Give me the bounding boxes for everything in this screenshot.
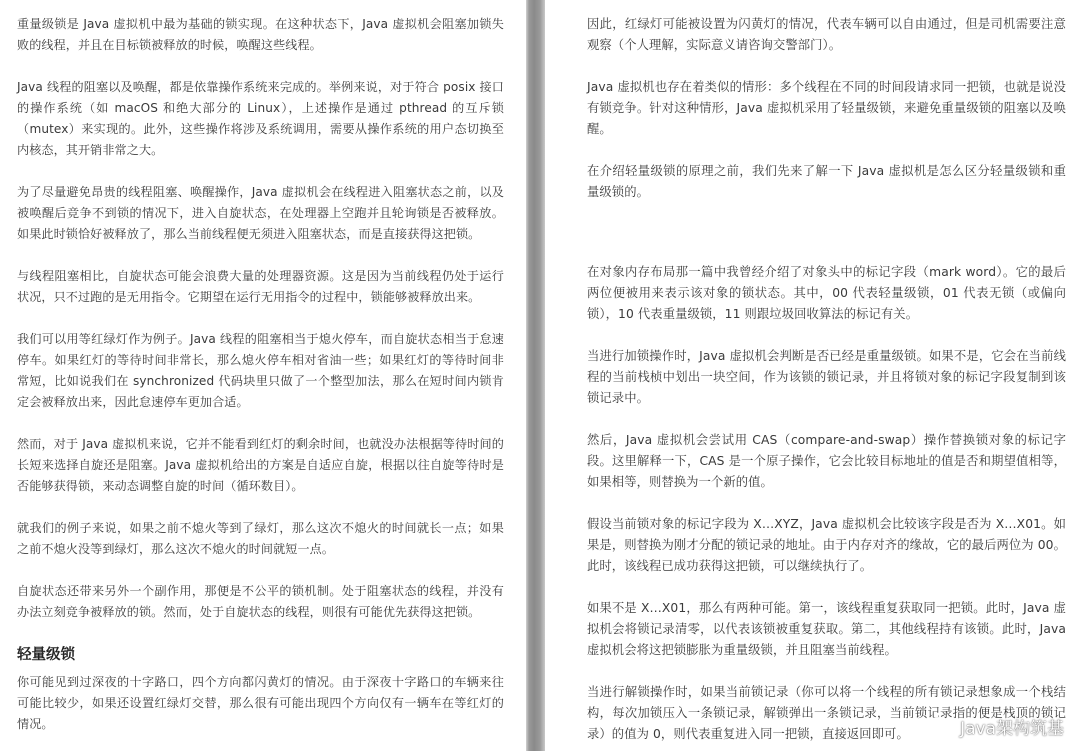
paragraph: 与线程阻塞相比，自旋状态可能会浪费大量的处理器资源。这是因为当前线程仍处于运行状况，只不过跑的是无用指令。它期望在运行无用指令的过程中，锁能够被释放出来。 <box>17 269 504 304</box>
paragraph: 然而，对于 Java 虚拟机来说，它并不能看到红灯的剩余时间，也就没办法根据等待时间的长短来选择自旋还是阻塞。Java 虚拟机给出的方案是自适应自旋，根据以往自旋等待时是否能够获得锁，来动态调整自旋的时间（循环数目）。 <box>17 437 504 493</box>
blank-space <box>587 224 1066 262</box>
paragraph: 我们可以用等红绿灯作为例子。Java 线程的阻塞相当于熄火停车，而自旋状态相当于怠速停车。如果红灯的等待时间非常长，那么熄火停车相对省油一些；如果红灯的等待时间非常短，比如说我们在 synchronized 代码块里只做了一个整型加法，那么在短时间内锁肯定会被释放出来，因此怠速停车更加合适。 <box>17 332 504 409</box>
paragraph: 你可能见到过深夜的十字路口，四个方向都闪黄灯的情况。由于深夜十字路口的车辆来往可能比较少，如果还设置红绿灯交替，那么很有可能出现四个方向仅有一辆车在等红灯的情况。 <box>17 675 504 731</box>
paragraph: 在介绍轻量级锁的原理之前，我们先来了解一下 Java 虚拟机是怎么区分轻量级锁和重量级锁的。 <box>587 164 1066 199</box>
paragraph: Java 线程的阻塞以及唤醒，都是依靠操作系统来完成的。举例来说，对于符合 posix 接口的操作系统（如 macOS 和绝大部分的 Linux），上述操作是通过 pthread 的互斥锁（mutex）来实现的。此外，这些操作将涉及系统调用，需要从操作系统的用户态切换至内核态，其开销非常之大。 <box>17 80 504 157</box>
page-divider <box>526 0 545 751</box>
paragraph: 当进行解锁操作时，如果当前锁记录（你可以将一个线程的所有锁记录想象成一个栈结构，每次加锁压入一条锁记录，解锁弹出一条锁记录，当前锁记录指的便是栈顶的锁记录）的值为 0，则代表重复进入同一把锁，直接返回即可。 <box>587 685 1066 741</box>
section-heading: 轻量级锁 <box>17 647 75 663</box>
paragraph: 因此，红绿灯可能被设置为闪黄灯的情况，代表车辆可以自由通过，但是司机需要注意观察（个人理解，实际意义请咨询交警部门）。 <box>587 17 1066 52</box>
paragraph: 就我们的例子来说，如果之前不熄火等到了绿灯，那么这次不熄火的时间就长一点；如果之前不熄火没等到绿灯，那么这次不熄火的时间就短一点。 <box>17 521 504 556</box>
paragraph: 重量级锁是 Java 虚拟机中最为基础的锁实现。在这种状态下，Java 虚拟机会阻塞加锁失败的线程，并且在目标锁被释放的时候，唤醒这些线程。 <box>17 17 504 52</box>
paragraph: 为了尽量避免昂贵的线程阻塞、唤醒操作，Java 虚拟机会在线程进入阻塞状态之前，以及被唤醒后竞争不到锁的情况下，进入自旋状态，在处理器上空跑并且轮询锁是否被释放。如果此时锁恰好被释放了，那么当前线程便无须进入阻塞状态，而是直接获得这把锁。 <box>17 185 504 241</box>
watermark-label: Java架构筑基 <box>960 719 1064 739</box>
watermark <box>928 714 1064 739</box>
right-page <box>545 0 1080 751</box>
paragraph: 当进行加锁操作时，Java 虚拟机会判断是否已经是重量级锁。如果不是，它会在当前线程的当前栈桢中划出一块空间，作为该锁的锁记录，并且将锁对象的标记字段复制到该锁记录中。 <box>587 349 1066 405</box>
paragraph: 然后，Java 虚拟机会尝试用 CAS（compare-and-swap）操作替换锁对象的标记字段。这里解释一下，CAS 是一个原子操作，它会比较目标地址的值是否和期望值相等，如果相等，则替换为一个新的值。 <box>587 433 1066 489</box>
paragraph: 假设当前锁对象的标记字段为 X…XYZ，Java 虚拟机会比较该字段是否为 X…X01。如果是，则替换为刚才分配的锁记录的地址。由于内存对齐的缘故，它的最后两位为 00。此时，该线程已成功获得这把锁，可以继续执行了。 <box>587 517 1066 573</box>
left-page <box>0 0 526 751</box>
wechat-icon <box>928 716 954 738</box>
paragraph: Java 虚拟机也存在着类似的情形：多个线程在不同的时间段请求同一把锁，也就是说没有锁竞争。针对这种情形，Java 虚拟机采用了轻量级锁，来避免重量级锁的阻塞以及唤醒。 <box>587 80 1066 136</box>
paragraph: 如果不是 X…X01，那么有两种可能。第一，该线程重复获取同一把锁。此时，Java 虚拟机会将锁记录清零，以代表该锁被重复获取。第二，其他线程持有该锁。此时，Java 虚拟机会将这把锁膨胀为重量级锁，并且阻塞当前线程。 <box>587 601 1066 657</box>
paragraph: 自旋状态还带来另外一个副作用，那便是不公平的锁机制。处于阻塞状态的线程，并没有办法立刻竞争被释放的锁。然而，处于自旋状态的线程，则很有可能优先获得这把锁。 <box>17 584 504 619</box>
paragraph: 在对象内存布局那一篇中我曾经介绍了对象头中的标记字段（mark word）。它的最后两位便被用来表示该对象的锁状态。其中，00 代表轻量级锁，01 代表无锁（或偏向锁），10 代表重量级锁，11 则跟垃圾回收算法的标记有关。 <box>587 265 1066 321</box>
